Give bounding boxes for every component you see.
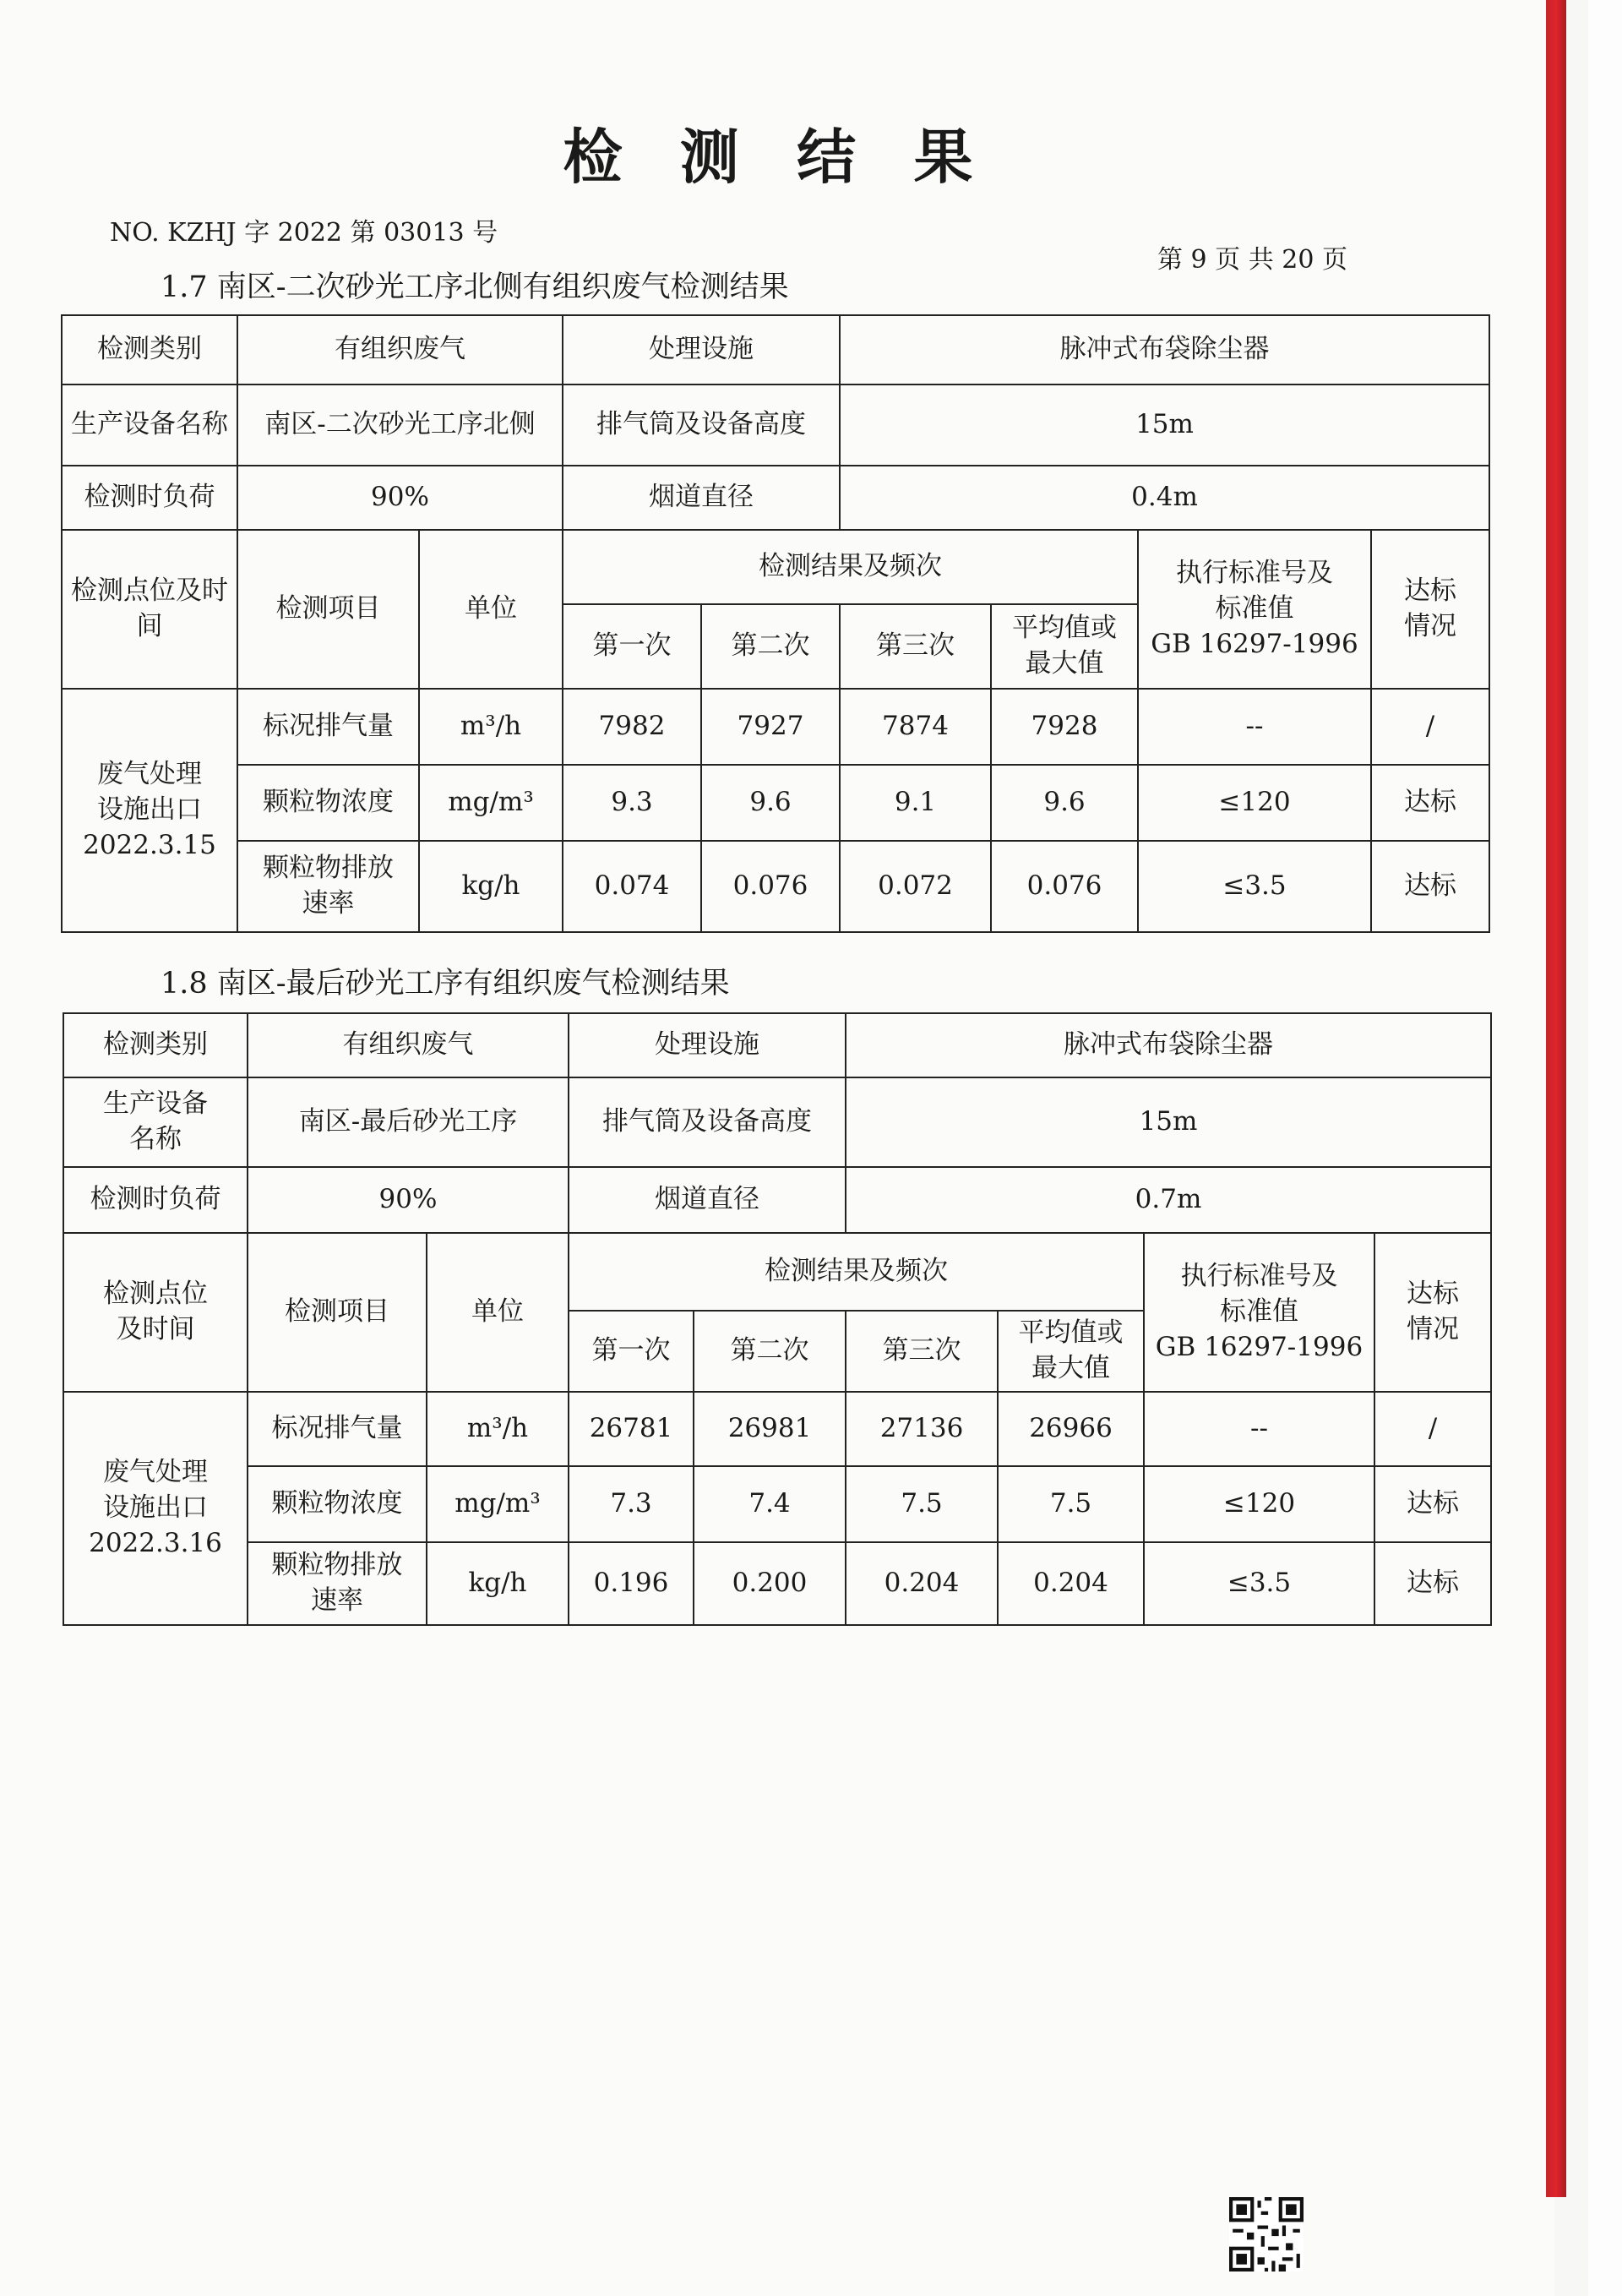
table-row-item: 颗粒物排放速率 bbox=[248, 1542, 427, 1625]
header-results: 检测结果及频次 bbox=[563, 530, 1138, 604]
point-date: 2022.3.15 bbox=[83, 829, 216, 860]
value-category: 有组织废气 bbox=[237, 315, 563, 384]
header-compliance: 达标情况 bbox=[1371, 530, 1489, 689]
table-row-run1: 0.074 bbox=[563, 841, 701, 932]
page-number: 第 9 页 共 20 页 bbox=[1157, 245, 1347, 275]
page-margin bbox=[1588, 0, 1622, 2296]
table-row-item: 颗粒物浓度 bbox=[237, 765, 419, 841]
table-row-run3: 27136 bbox=[846, 1392, 998, 1466]
header-standard-label: 执行标准号及标准值 bbox=[1176, 558, 1333, 624]
table-row-unit: kg/h bbox=[427, 1542, 569, 1625]
page-title: 检 测 结 果 bbox=[563, 122, 992, 192]
table-row-avg: 9.6 bbox=[991, 765, 1138, 841]
table-row-unit: m³/h bbox=[419, 689, 563, 765]
value-equipment: 南区-最后砂光工序 bbox=[248, 1077, 569, 1167]
header-run1: 第一次 bbox=[569, 1311, 694, 1392]
table-row-unit: mg/m³ bbox=[419, 765, 563, 841]
table-row-limit: ≤3.5 bbox=[1138, 841, 1371, 932]
table-row-run3: 7.5 bbox=[846, 1466, 998, 1542]
point-time-cell bbox=[62, 689, 237, 932]
table-row-run3: 7874 bbox=[840, 689, 991, 765]
table-row-result: 达标 bbox=[1371, 841, 1489, 932]
label-category: 检测类别 bbox=[62, 315, 237, 384]
header-standard-code: GB 16297-1996 bbox=[1155, 1331, 1363, 1362]
table-row-limit: ≤3.5 bbox=[1144, 1542, 1374, 1625]
section-title-1-8: 1.8 南区-最后砂光工序有组织废气检测结果 bbox=[161, 967, 730, 1001]
table-row-result: 达标 bbox=[1374, 1542, 1491, 1625]
table-row-run1: 7982 bbox=[563, 689, 701, 765]
header-standard-code: GB 16297-1996 bbox=[1151, 628, 1358, 659]
table-row-run2: 26981 bbox=[694, 1392, 846, 1466]
value-stack-height: 15m bbox=[840, 384, 1489, 466]
header-point-time: 检测点位及时间 bbox=[62, 530, 237, 689]
section-title-1-7: 1.7 南区-二次砂光工序北侧有组织废气检测结果 bbox=[161, 270, 789, 304]
value-treatment: 脉冲式布袋除尘器 bbox=[846, 1013, 1491, 1077]
header-standard bbox=[1138, 530, 1371, 689]
label-load: 检测时负荷 bbox=[63, 1167, 248, 1233]
value-load: 90% bbox=[237, 466, 563, 530]
table-row-run3: 0.072 bbox=[840, 841, 991, 932]
label-equipment: 生产设备名称 bbox=[63, 1077, 248, 1167]
header-compliance: 达标情况 bbox=[1374, 1233, 1491, 1392]
table-row-limit: ≤120 bbox=[1144, 1466, 1374, 1542]
table-row-avg: 0.076 bbox=[991, 841, 1138, 932]
header-unit: 单位 bbox=[419, 530, 563, 689]
table-row-unit: mg/m³ bbox=[427, 1466, 569, 1542]
table-row-run1: 7.3 bbox=[569, 1466, 694, 1542]
table-row-run2: 0.200 bbox=[694, 1542, 846, 1625]
table-row-item: 标况排气量 bbox=[237, 689, 419, 765]
value-stack-height: 15m bbox=[846, 1077, 1491, 1167]
table-row-result: / bbox=[1371, 689, 1489, 765]
table-row-run1: 26781 bbox=[569, 1392, 694, 1466]
document-number: NO. KZHJ 字 2022 第 03013 号 bbox=[110, 218, 498, 248]
header-run1: 第一次 bbox=[563, 604, 701, 689]
table-row-avg: 7.5 bbox=[998, 1466, 1144, 1542]
table-row-result: 达标 bbox=[1371, 765, 1489, 841]
results-table-1-8 bbox=[63, 1012, 1492, 1626]
header-run2: 第二次 bbox=[701, 604, 840, 689]
header-point-time: 检测点位及时间 bbox=[63, 1233, 248, 1392]
results-table-1-7 bbox=[61, 314, 1490, 933]
point-date: 2022.3.16 bbox=[89, 1527, 222, 1558]
label-category: 检测类别 bbox=[63, 1013, 248, 1077]
value-treatment: 脉冲式布袋除尘器 bbox=[840, 315, 1489, 384]
label-load: 检测时负荷 bbox=[62, 466, 237, 530]
table-row-run2: 7927 bbox=[701, 689, 840, 765]
binding-edge bbox=[1546, 0, 1566, 2197]
value-flue-diameter: 0.7m bbox=[846, 1167, 1491, 1233]
table-row-unit: m³/h bbox=[427, 1392, 569, 1466]
qr-code bbox=[1229, 2197, 1304, 2271]
table-row-limit: -- bbox=[1144, 1392, 1374, 1466]
table-row-item: 颗粒物浓度 bbox=[248, 1466, 427, 1542]
table-row-run2: 9.6 bbox=[701, 765, 840, 841]
header-run3: 第三次 bbox=[846, 1311, 998, 1392]
header-run3: 第三次 bbox=[840, 604, 991, 689]
header-avg-max: 平均值或最大值 bbox=[998, 1311, 1144, 1392]
table-row-avg: 26966 bbox=[998, 1392, 1144, 1466]
value-category: 有组织废气 bbox=[248, 1013, 569, 1077]
header-results: 检测结果及频次 bbox=[569, 1233, 1144, 1311]
table-row-run1: 9.3 bbox=[563, 765, 701, 841]
table-row-avg: 7928 bbox=[991, 689, 1138, 765]
table-row-run3: 0.204 bbox=[846, 1542, 998, 1625]
header-standard bbox=[1144, 1233, 1374, 1392]
table-row-run3: 9.1 bbox=[840, 765, 991, 841]
label-treatment: 处理设施 bbox=[563, 315, 840, 384]
label-stack-height: 排气筒及设备高度 bbox=[563, 384, 840, 466]
table-row-result: / bbox=[1374, 1392, 1491, 1466]
point-name: 废气处理设施出口 bbox=[103, 1457, 208, 1524]
point-name: 废气处理设施出口 bbox=[97, 759, 202, 826]
header-standard-label: 执行标准号及标准值 bbox=[1180, 1261, 1338, 1328]
label-treatment: 处理设施 bbox=[569, 1013, 846, 1077]
label-equipment: 生产设备名称 bbox=[62, 384, 237, 466]
table-row-run2: 0.076 bbox=[701, 841, 840, 932]
header-run2: 第二次 bbox=[694, 1311, 846, 1392]
label-stack-height: 排气筒及设备高度 bbox=[569, 1077, 846, 1167]
table-row-run2: 7.4 bbox=[694, 1466, 846, 1542]
value-load: 90% bbox=[248, 1167, 569, 1233]
header-item: 检测项目 bbox=[248, 1233, 427, 1392]
header-item: 检测项目 bbox=[237, 530, 419, 689]
table-row-run1: 0.196 bbox=[569, 1542, 694, 1625]
table-row-limit: -- bbox=[1138, 689, 1371, 765]
label-flue-diameter: 烟道直径 bbox=[569, 1167, 846, 1233]
label-flue-diameter: 烟道直径 bbox=[563, 466, 840, 530]
header-avg-max: 平均值或最大值 bbox=[991, 604, 1138, 689]
value-equipment: 南区-二次砂光工序北侧 bbox=[237, 384, 563, 466]
header-unit: 单位 bbox=[427, 1233, 569, 1392]
value-flue-diameter: 0.4m bbox=[840, 466, 1489, 530]
table-row-item: 颗粒物排放速率 bbox=[237, 841, 419, 932]
table-row-avg: 0.204 bbox=[998, 1542, 1144, 1625]
point-time-cell bbox=[63, 1392, 248, 1625]
table-row-unit: kg/h bbox=[419, 841, 563, 932]
table-row-result: 达标 bbox=[1374, 1466, 1491, 1542]
table-row-item: 标况排气量 bbox=[248, 1392, 427, 1466]
table-row-limit: ≤120 bbox=[1138, 765, 1371, 841]
